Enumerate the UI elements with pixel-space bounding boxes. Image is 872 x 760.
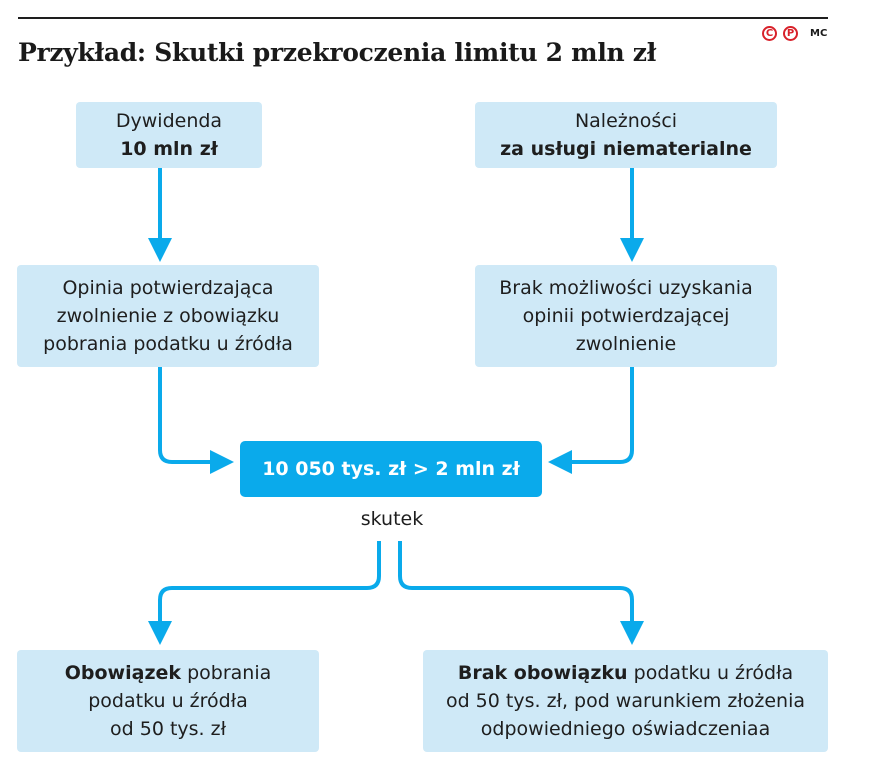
no-opinion-line-1: Brak możliwości uzyskania	[499, 277, 753, 299]
author-initials: MC	[810, 28, 828, 39]
arrow-no-opinion-to-sum	[560, 367, 632, 462]
obligation-box	[17, 650, 319, 752]
no-obligation-box	[423, 650, 828, 752]
opinion-line-2: zwolnienie z obowiązku	[56, 305, 280, 327]
copyright-icon: C	[762, 26, 777, 41]
no-obligation-line-1	[458, 659, 793, 687]
obligation-line-2: podatku u źródła	[88, 690, 248, 712]
dividend-amount: 10 mln zł	[120, 138, 218, 160]
no-obligation-line-3: odpowiedniego oświadczeniaa	[480, 718, 771, 740]
no-obligation-line-2: od 50 tys. zł, pod warunkiem złożenia	[445, 690, 806, 712]
page-title: Przykład: Skutki przekroczenia limitu 2 mln zł	[18, 38, 657, 67]
opinion-box	[17, 265, 319, 367]
receivables-label: Należności	[574, 110, 678, 132]
no-obligation-bold: Brak obowiązku	[457, 662, 628, 684]
no-opinion-box	[475, 265, 777, 367]
dividend-label: Dywidenda	[115, 110, 223, 132]
sum-box	[240, 441, 542, 497]
no-opinion-line-3: zwolnienie	[575, 333, 677, 355]
obligation-line-3: od 50 tys. zł	[110, 718, 226, 740]
obligation-rest: pobrania	[181, 662, 272, 684]
no-obligation-rest: podatku u źródła	[627, 662, 794, 684]
sum-label: 10 050 tys. zł > 2 mln zł	[262, 458, 520, 480]
opinion-line-3: pobrania podatku u źródła	[43, 333, 293, 355]
effect-label: skutek	[360, 508, 424, 530]
receivables-type: za usługi niematerialne	[500, 138, 752, 160]
opinion-line-1: Opinia potwierdzająca	[62, 277, 274, 299]
phonogram-icon: P	[783, 26, 798, 41]
no-opinion-line-2: opinii potwierdzającej	[522, 305, 730, 327]
obligation-line-1	[65, 659, 272, 687]
receivables-box	[475, 102, 777, 168]
obligation-bold: Obowiązek	[64, 662, 182, 684]
arrow-effect-to-no-obligation	[400, 541, 632, 633]
arrow-opinion-to-sum	[160, 367, 222, 462]
dividend-box	[76, 102, 262, 168]
arrow-effect-to-obligation	[160, 541, 379, 633]
